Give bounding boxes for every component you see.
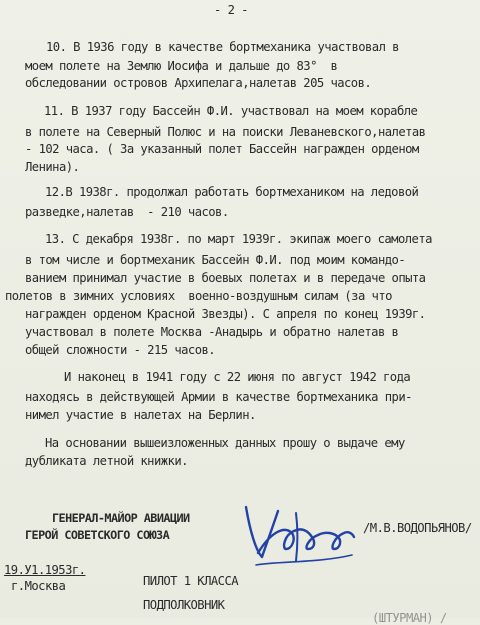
bottom-fragment: (ШТУРМАН) / — [372, 611, 447, 625]
page-number: - 2 - — [214, 3, 248, 17]
paragraph-line: 13. С декабря 1938г. по март 1939г. экипаж моего самолета — [45, 232, 432, 246]
paragraph-line: 12.В 1938г. продолжал работать бортмехаником на ледовой — [45, 185, 419, 199]
paragraph-line: На основании вышеизложенных данных прошу о выдаче ему — [45, 436, 405, 450]
document-date: 19.У1.1953г. — [4, 563, 86, 577]
paragraph-line: в том числе и бортмеханик Бассейн Ф.И. под моим командо- — [25, 253, 406, 267]
paragraph-line: дубликата летной книжки. — [25, 454, 188, 468]
document-city: г.Москва — [11, 579, 66, 593]
signature-title: ГЕРОЙ СОВЕТСКОГО СОЮЗА — [25, 528, 170, 542]
paragraph-line: Ленина). — [25, 160, 80, 174]
paragraph-line: моем полете на Землю Иосифа и дальше до 83° в — [25, 59, 338, 73]
handwritten-signature — [238, 495, 358, 573]
paragraph-line: общей сложности - 215 часов. — [25, 343, 216, 357]
paragraph-line: 10. В 1936 году в качестве бортмеханика участвовал в — [46, 40, 399, 54]
paragraph-line: полетов в зимних условиях военно-воздушным силам (за что — [5, 289, 392, 303]
paragraph-line: - 102 часа. ( За указанный полет Бассейн награжден орденом — [25, 142, 419, 156]
paragraph-line: ванием принимал участие в боевых полетах и в передаче опыта — [25, 271, 426, 285]
signatory-name: /М.В.ВОДОПЬЯНОВ/ — [363, 521, 472, 535]
paragraph-line: И наконец в 1941 году с 22 июня по август 1942 года — [64, 370, 411, 384]
pilot-class: ПИЛОТ 1 КЛАССА — [143, 574, 239, 588]
paragraph-line: в полете на Северный Полюс и на поиски Леваневского,налетав — [25, 125, 426, 139]
paragraph-line: нимел участие в налетах на Берлин. — [25, 408, 256, 422]
paragraph-line: разведке,налетав - 210 часов. — [25, 205, 229, 219]
paragraph-line: 11. В 1937 году Бассейн Ф.И. участвовал на моем корабле — [44, 104, 418, 118]
pilot-rank: ПОДПОЛКОВНИК — [143, 598, 225, 612]
paragraph-line: обследовании островов Архипелага,налетав 205 часов. — [25, 76, 372, 90]
paragraph-line: награжден орденом Красной Звезды). С апреля по конец 1939г. — [25, 307, 426, 321]
signature-rank: ГЕНЕРАЛ-МАЙОР АВИАЦИИ — [52, 511, 190, 525]
paragraph-line: участвовал в полете Москва -Анадырь и обратно налетав в — [25, 325, 399, 339]
paragraph-line: находясь в действующей Армии в качестве бортмеханика при- — [25, 390, 412, 404]
